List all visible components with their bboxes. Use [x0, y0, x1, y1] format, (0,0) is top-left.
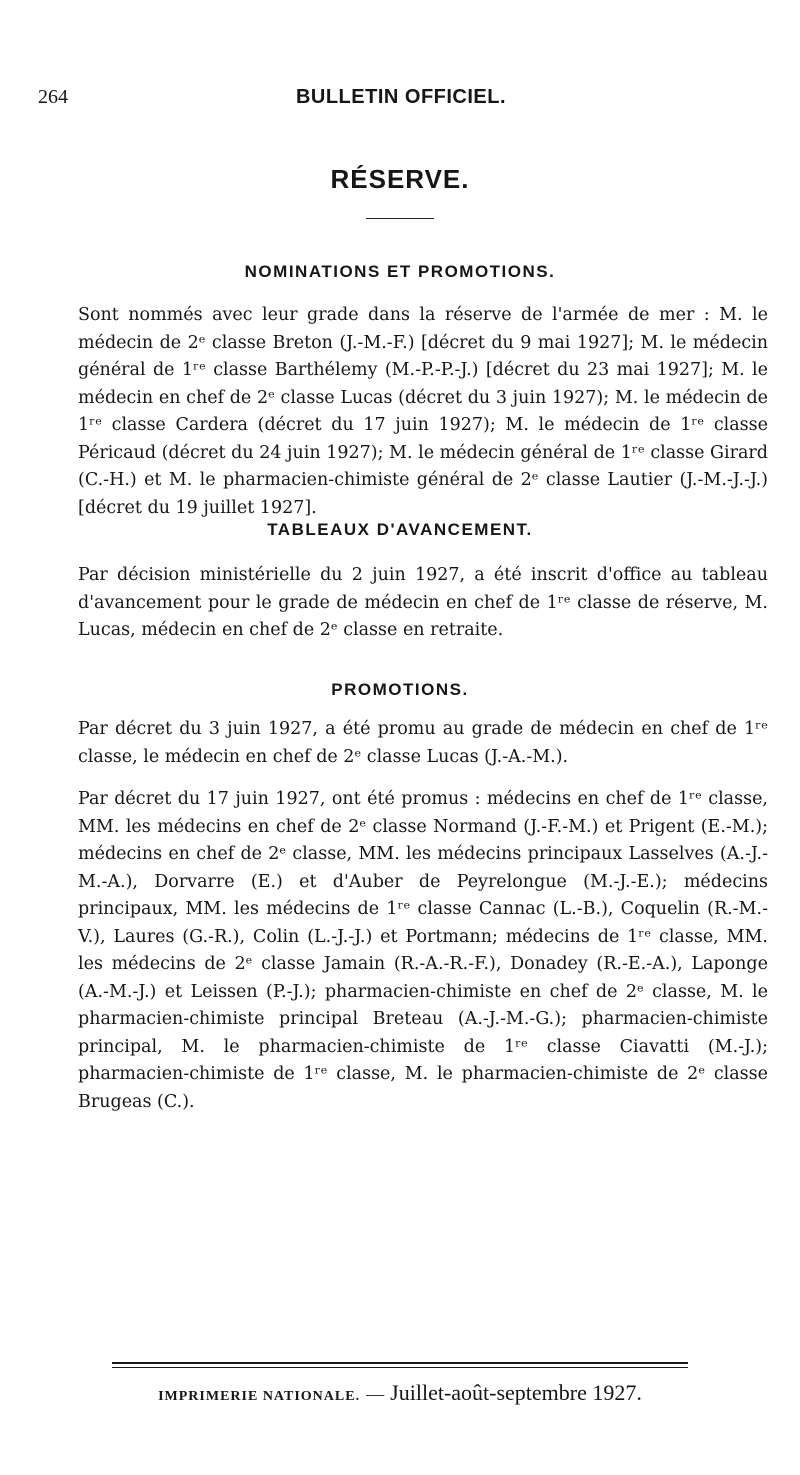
- printer-name: IMPRIMERIE NATIONALE.: [158, 1389, 361, 1404]
- section-heading-promotions: PROMOTIONS.: [331, 680, 469, 699]
- paragraph-nominations: Sont nommés avec leur grade dans la réserve de l'armée de mer : M. le médecin de 2ᵉ classe Breton (J.-M.-F.) [décret du 9 mai 1927]; M. le médecin général de 1ʳᵉ classe Barthélemy (M.-P.-P.-J.) [décret du 23 mai 1927]; M. le médecin en chef de 2ᵉ classe Lucas (décret du 3 juin 1927); M. le médecin de 1ʳᵉ classe Cardera (décret du 17 juin 1927); M. le médecin de 1ʳᵉ classe Péricaud (décret du 24 juin 1927); M. le médecin général de 1ʳᵉ classe Girard (C.-H.) et M. le pharmacien-chimiste général de 2ᵉ classe Lautier (J.-M.-J.-J.) [décret du 19 juillet 1927].: [78, 305, 768, 518]
- footer-rule-thin: [112, 1367, 688, 1368]
- running-head: [38, 86, 764, 110]
- page-number: 264: [38, 86, 68, 108]
- imprint-footer: [0, 1380, 800, 1406]
- running-title: BULLETIN OFFICIEL.: [295, 86, 507, 108]
- footer-rule: [112, 1362, 688, 1364]
- page-title: RÉSERVE.: [330, 164, 470, 194]
- section-heading-tableaux: TABLEAUX D'AVANCEMENT.: [267, 520, 533, 539]
- footer-dash: —: [366, 1384, 385, 1404]
- issue-date: Juillet-août-septembre 1927.: [390, 1380, 642, 1405]
- paragraph-tableaux: Par décision ministérielle du 2 juin 1927, a été inscrit d'office au tableau d'avancement pour le grade de médecin en chef de 1ʳᵉ classe de réserve, M. Lucas, médecin en chef de 2ᵉ classe en retraite.: [78, 565, 768, 640]
- paragraph-promotions-1: Par décret du 3 juin 1927, a été promu au grade de médecin en chef de 1ʳᵉ classe, le médecin en chef de 2ᵉ classe Lucas (J.-A.-M.).: [78, 719, 768, 767]
- paragraph-promotions-2: Par décret du 17 juin 1927, ont été promus : médecins en chef de 1ʳᵉ classe, MM. les médecins en chef de 2ᵉ classe Normand (J.-F.-M.) et Prigent (E.-M.); médecins en chef de 2ᵉ classe, MM. les médecins principaux Lasselves (A.-J.-M.-A.), Dorvarre (E.) et d'Auber de Peyrelongue (M.-J.-E.); médecins principaux, MM. les médecins de 1ʳᵉ classe Cannac (L.-B.), Coquelin (R.-M.-V.), Laures (G.-R.), Colin (L.-J.-J.) et Portmann; médecins de 1ʳᵉ classe, MM. les médecins de 2ᵉ classe Jamain (R.-A.-R.-F.), Donadey (R.-E.-A.), Laponge (A.-M.-J.) et Leissen (P.-J.); pharmacien-chimiste en chef de 2ᵉ classe, M. le pharmacien-chimiste principal Breteau (A.-J.-M.-G.); pharmacien-chimiste principal, M. le pharmacien-chimiste de 1ʳᵉ classe Ciavatti (M.-J.); pharmacien-chimiste de 1ʳᵉ classe, M. le pharmacien-chimiste de 2ᵉ classe Brugeas (C.).: [78, 789, 768, 1112]
- section-heading-nominations: NOMINATIONS ET PROMOTIONS.: [244, 262, 556, 281]
- title-divider: [366, 218, 434, 219]
